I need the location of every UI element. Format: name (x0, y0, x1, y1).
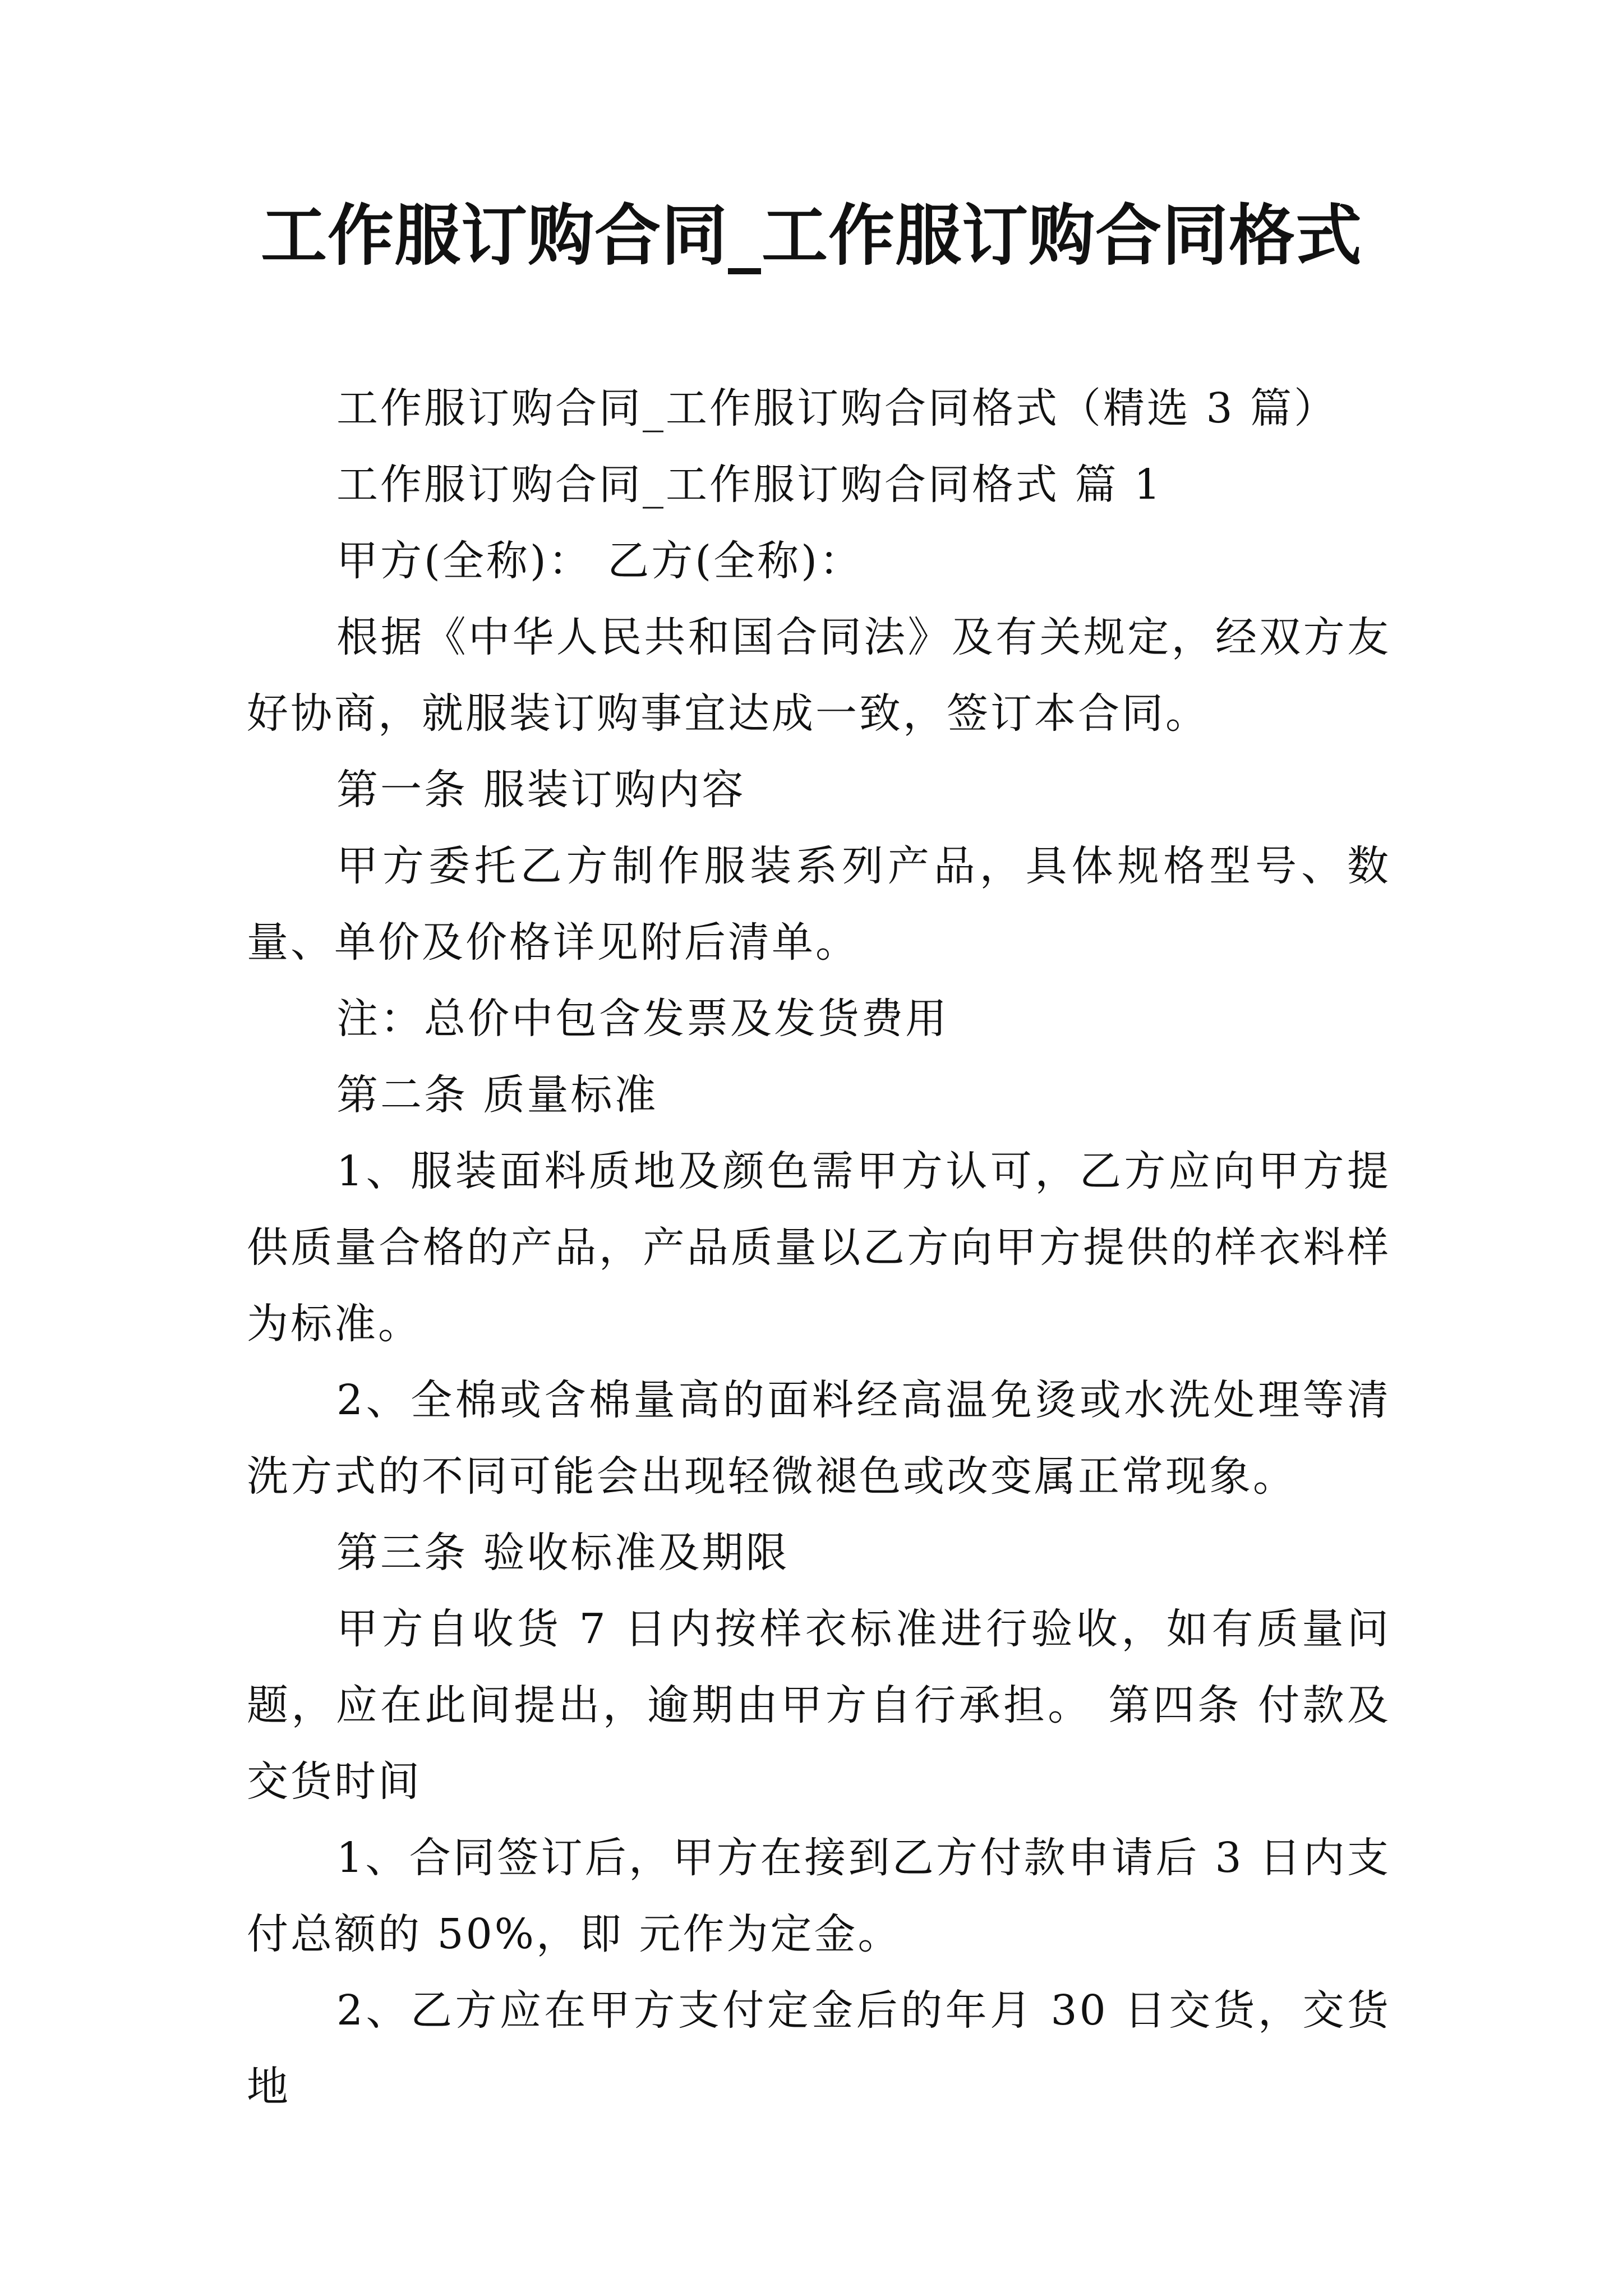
parties-line: 甲方(全称)： 乙方(全称)： (336, 537, 864, 585)
document-title: 工作服订购合同_工作服订购合同格式 (260, 196, 1362, 274)
body-paragraph: 2、乙方应在甲方支付定金后的年月 30 日交货，交货地 (247, 1986, 1391, 2111)
body-paragraph: 根据《中华人民共和国合同法》及有关规定，经双方友好协商，就服装订购事宜达成一致，签订本合同。 (247, 613, 1391, 738)
document-body (247, 370, 1391, 2125)
article-heading: 第二条 质量标准 (336, 1071, 658, 1119)
body-paragraph: 1、服装面料质地及颜色需甲方认可，乙方应向甲方提供质量合格的产品，产品质量以乙方向甲方提供的样衣料样为标准。 (247, 1147, 1391, 1348)
body-paragraph: 1、合同签订后，甲方在接到乙方付款申请后 3 日内支付总额的 50%，即 元作为定金。 (247, 1834, 1391, 1958)
article-heading: 第一条 服装订购内容 (336, 766, 746, 814)
body-paragraph: 甲方自收货 7 日内按样衣标准进行验收，如有质量问题，应在此间提出，逾期由甲方自行承担。 第四条 付款及交货时间 (247, 1605, 1391, 1806)
body-paragraph: 甲方委托乙方制作服装系列产品，具体规格型号、数量、单价及价格详见附后清单。 (247, 842, 1391, 967)
body-paragraph: 2、全棉或含棉量高的面料经高温免烫或水洗处理等清洗方式的不同可能会出现轻微褪色或改变属正常现象。 (247, 1376, 1391, 1501)
subtitle-paragraph: 工作服订购合同_工作服订购合同格式（精选 3 篇） (336, 384, 1338, 432)
note-paragraph: 注：总价中包含发票及发货费用 (336, 995, 949, 1043)
article-heading: 第三条 验收标准及期限 (336, 1529, 790, 1577)
section-heading: 工作服订购合同_工作服订购合同格式 篇 1 (336, 461, 1163, 509)
